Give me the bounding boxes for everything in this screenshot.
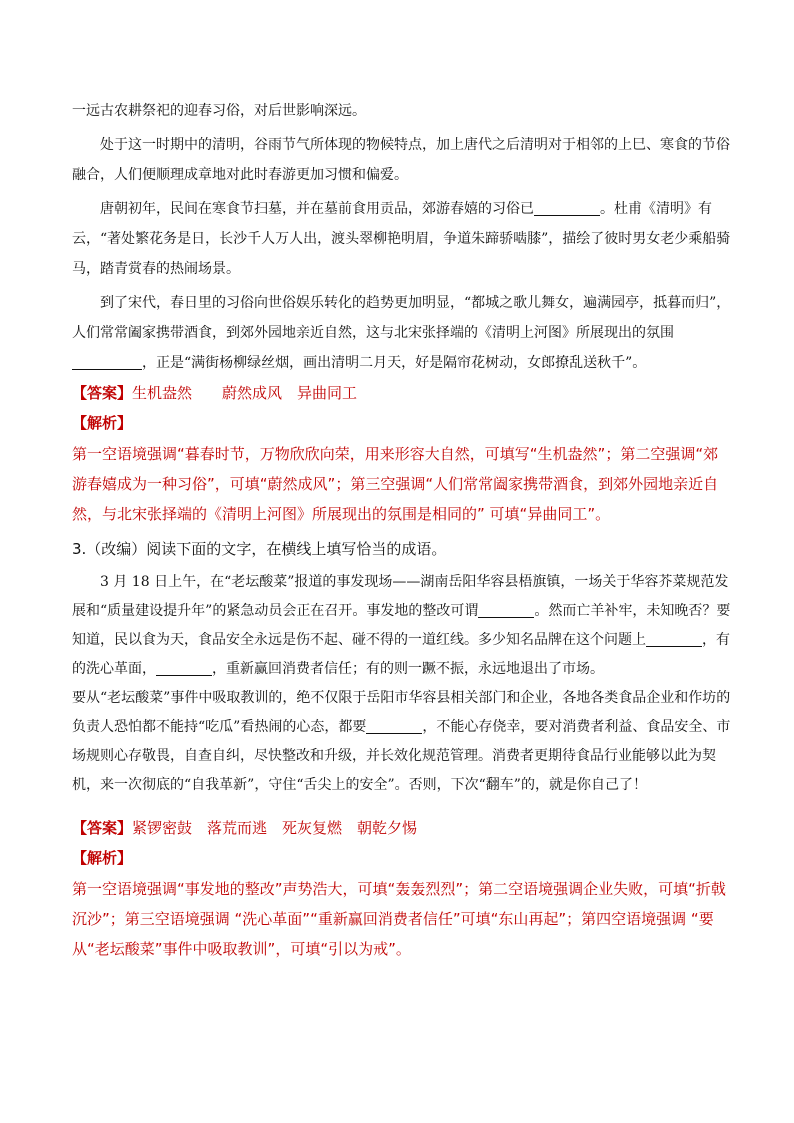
passage-1-line-1: 一远古农耕祭祀的迎春习俗，对后世影响深远。: [72, 103, 366, 119]
q3-text-e: 要从“老坛酸菜”事件中吸取教训的，绝不仅限于岳阳市华容县相关部门和企业，各地各类食品企业和作坊的负责人恐怕都不能持“吃瓜”看热闹的心态，都要: [72, 690, 731, 735]
question-3-title: 3.（改编）阅读下面的文字，在横线上填写恰当的成语。: [72, 540, 447, 558]
q3-blank-1: [478, 603, 534, 618]
answer-1-label: 【答案】: [72, 384, 133, 402]
q3-text-a: 3 月 18 日上午，在“老坛酸菜”报道的事发现场——湖南岳阳华容县梧旗镇，一场关于华容芥菜规范发展和“质量建设提升年”的紧急动员会正在召开。事发地的整改可谓: [72, 574, 729, 619]
passage-1: [72, 96, 732, 378]
answer-1-block: [72, 380, 732, 406]
answer-3: [72, 815, 732, 841]
analysis-3-label: 【解析】: [72, 849, 133, 867]
blank-1: [534, 201, 600, 216]
q3-text-c: ，有的洗心革面，: [72, 632, 730, 677]
answer-3-text: 紧锣密鼓 落荒而逃 死灰复燃 朝乾夕惕: [132, 819, 418, 837]
question-3-paragraph-1: [72, 568, 732, 684]
q3-blank-2: [646, 632, 702, 647]
answer-1-text: 生机盎然 蔚然成风 异曲同工: [132, 384, 358, 402]
analysis-1-label: 【解析】: [72, 414, 133, 432]
paragraph-4-text-a: 到了宋代，春日里的习俗向世俗娱乐转化的趋势更加明显，“都城之歌儿舞女，遍满园亭，抵暮而归”，人们常常阖家携带酒食，到郊外园地亲近自然，这与北宋张择端的《清明上河图》所展现出的氛围: [72, 295, 731, 341]
q3-blank-4: [366, 719, 422, 734]
paragraph-3-text-b: 。杜甫《清明》有云，“著处繁花务是日，长沙千人万人出，渡头翠柳艳明眉，争道朱蹄骄啮膝”，描绘了彼时男女老少乘船骑马，踏青赏春的热闹场景。: [72, 201, 731, 277]
answer-3-label: 【答案】: [72, 819, 133, 837]
answer-1: [72, 380, 732, 406]
analysis-1-text: 第一空语境强调“暮春时节，万物欣欣向荣，用来形容大自然，可填写“生机盎然”；第二空强调“郊游春嬉成为一种习俗”，可填“蔚然成风”；第三空强调“人们常常阖家携带酒食，到郊外园地亲近自然，与北宋张择端的《清明上河图》所展现出的氛围是相同的” 可填“异曲同工”。: [72, 445, 719, 523]
paragraph-3-text-a: 唐朝初年，民间在寒食节扫墓，并在墓前食用贡品，郊游春嬉的习俗已: [100, 201, 534, 217]
passage-1-paragraph-4: [72, 288, 732, 378]
passage-1-paragraph-2: 处于这一时期中的清明，谷雨节气所体现的物候特点，加上唐代之后清明对于相邻的上巳、寒食的节俗融合，人们便顺理成章地对此时春游更加习惯和偏爱。: [72, 137, 730, 183]
question-3-block: [72, 536, 732, 800]
paragraph-4-text-b: ，正是“满街杨柳绿丝烟，画出清明二月天，好是隔帘花树动，女郎撩乱送秋千”。: [142, 355, 647, 371]
answer-3-block: [72, 815, 732, 841]
q3-text-d: ，重新赢回消费者信任；有的则一蹶不振，永远地退出了市场。: [212, 661, 604, 677]
question-3-paragraph-2: [72, 684, 732, 800]
q3-blank-3: [156, 661, 212, 676]
q3-text-f: ，不能心存侥幸，要对消费者利益、食品安全、市场规则心存敬畏，自查自纠，尽快整改和升级，并长效化规范管理。消费者更期待食品行业能够以此为契机，来一次彻底的“自我革新”，守住“舌尖上的安全”。否则，下次“翻车”的，就是你自己了！: [72, 719, 731, 793]
blank-2: [72, 355, 142, 370]
analysis-1-block: [72, 410, 732, 529]
passage-1-paragraph-3: [72, 194, 732, 284]
analysis-3-text: 第一空语境强调“事发地的整改”声势浩大，可填“轰轰烈烈”；第二空语境强调企业失败，可填“折戟沉沙”；第三空语境强调 “洗心革面”“重新赢回消费者信任”可填“东山再起”；第四空语境强调 “要从“老坛酸菜”事件中吸取教训”，可填“引以为戒”。: [72, 880, 726, 958]
q3-text-b: 。然而亡羊补牢，未知晚否？要知道，民以食为天，食品安全永远是伤不起、碰不得的一道红线。多少知名品牌在这个问题上: [72, 603, 731, 648]
analysis-3-block: [72, 845, 732, 964]
